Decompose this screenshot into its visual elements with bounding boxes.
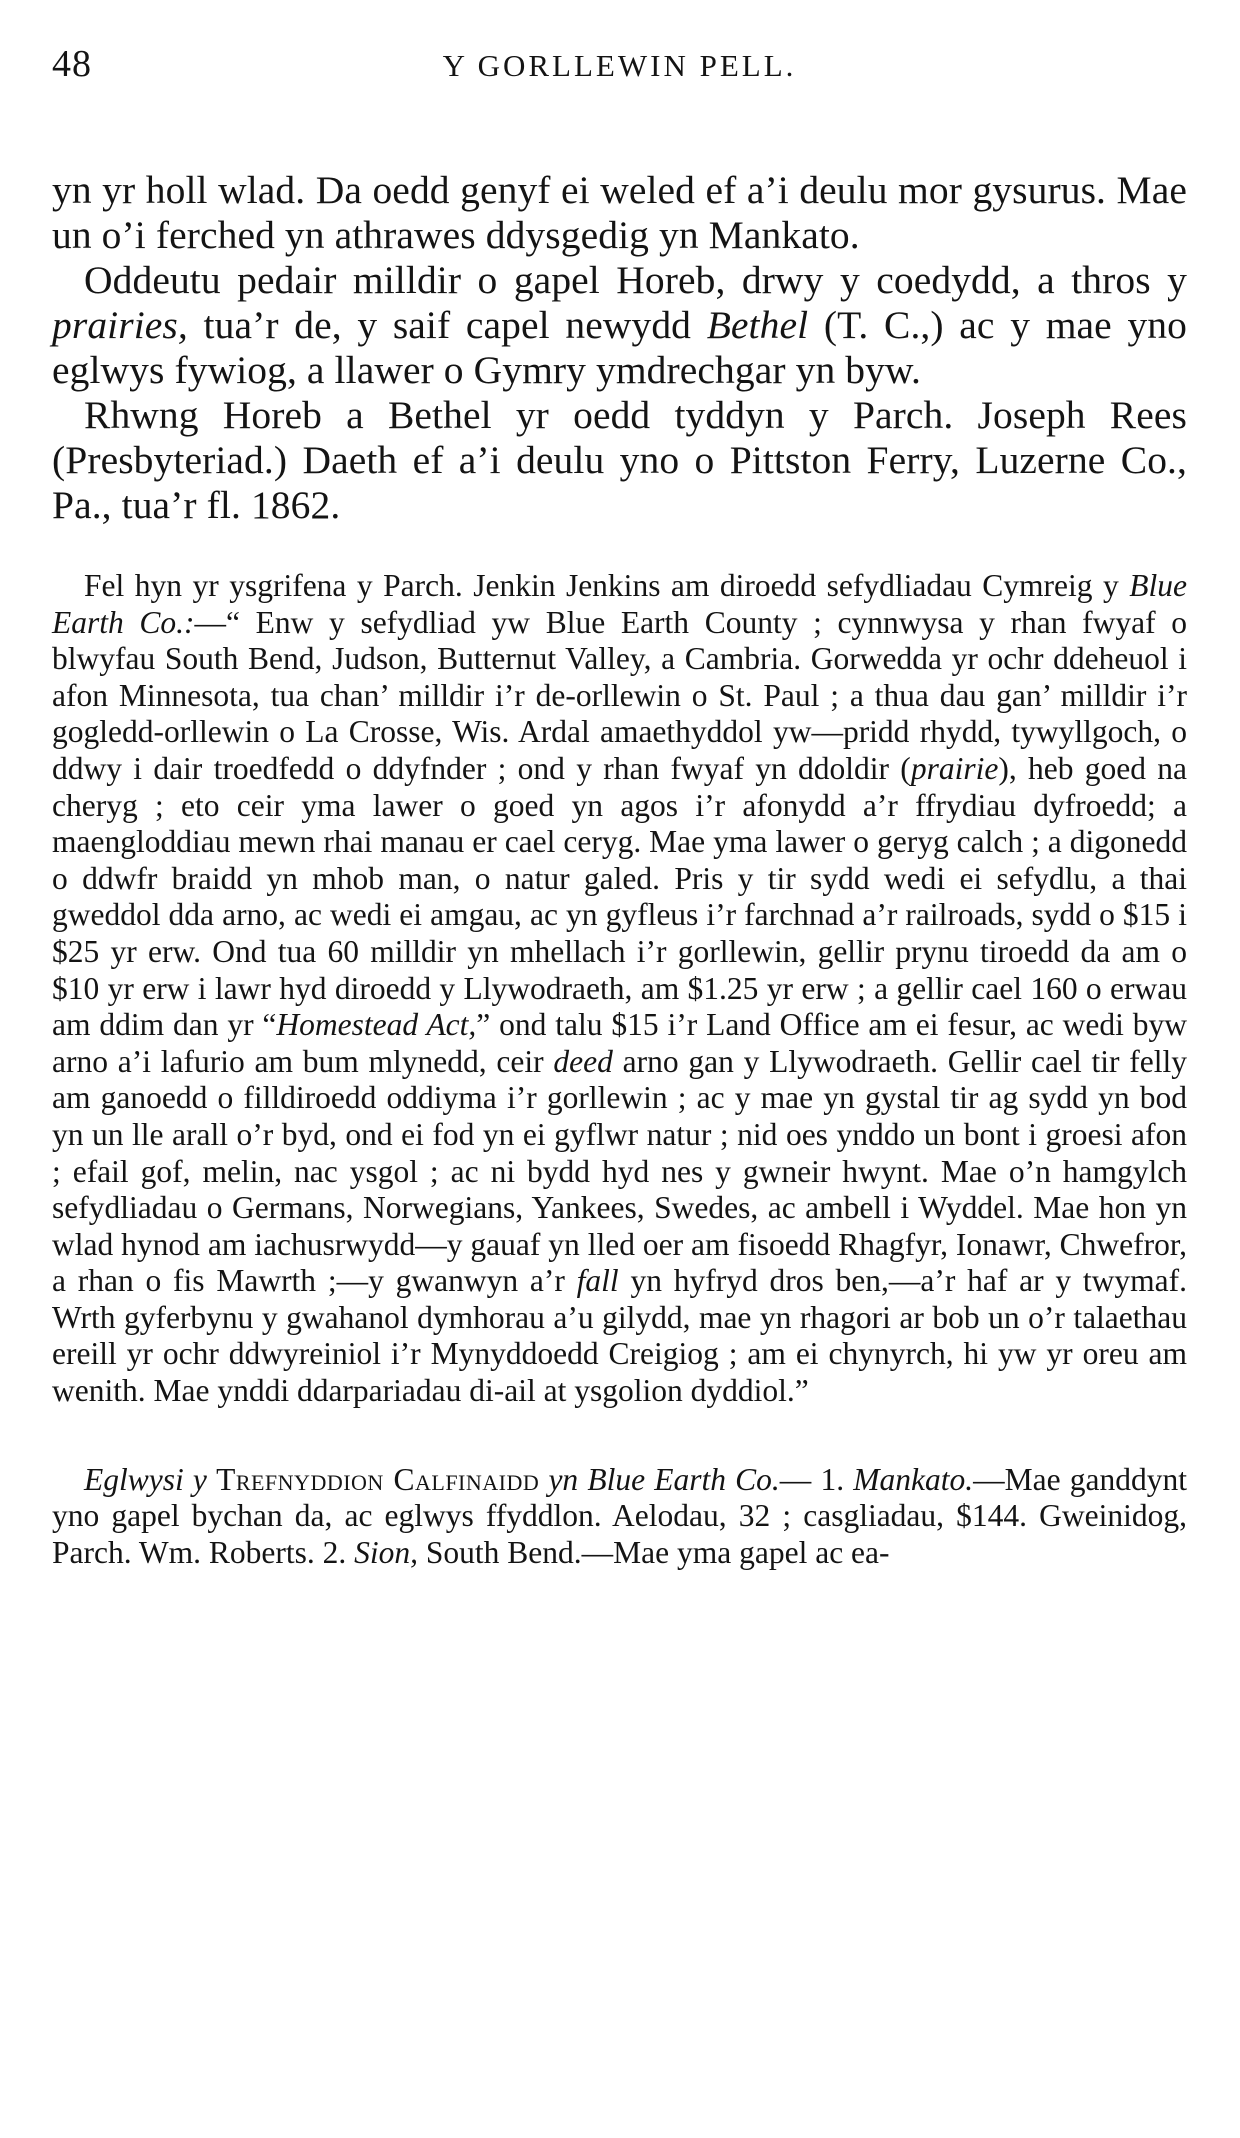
italic-fall: fall: [576, 1263, 619, 1299]
paragraph-bethel: [52, 258, 1187, 393]
italic-mankato: Mankato.: [853, 1461, 974, 1497]
smallcaps-heading: Trefnyddion Calfinaidd: [216, 1461, 540, 1497]
running-title: Y GORLLEWIN PELL.: [442, 48, 797, 83]
text-run: tua’r de, y saif capel newydd: [187, 303, 707, 347]
paragraph-family: yn yr holl wlad. Da oedd genyf ei weled ef a’i deulu mor gysurus. Mae un o’i ferched yn athrawes ddysgedig yn Mankato.: [52, 168, 1187, 257]
quote-paragraph: [52, 568, 1187, 1410]
text-run: — 1.: [779, 1461, 854, 1497]
italic-county: yn Blue Earth Co.: [548, 1461, 780, 1497]
text-run: South Bend.—Mae yma gapel ac ea-: [418, 1534, 890, 1570]
text-run: Oddeutu pedair milldir o gapel Horeb, drwy y coedydd, a thros y: [84, 258, 1187, 302]
quoted-letter: [52, 568, 1187, 1410]
text-run: ), heb goed na cheryg ; eto ceir yma lawer o goed yn agos i’r afonydd a’r ffrydiau dyfroedd; a maengloddiau mewn rhai manau er cael ceryg. Mae yma lawer o geryg calch ; a digonedd o ddwfr braidd yn mhob man, o natur galed. Pris y tir sydd wedi ei sefydlu, a thai gweddol dda arno, ac wedi ei amgau, ac yn gyfleus i’r farchnad a’r railroads, sydd o $15 i $25 yr erw. Ond tua 60 milldir yn mhellach i’r gorllewin, gellir prynu tiroedd da am o $10 yr erw i lawr hyd diroedd y Llywodraeth, am $1.25 yr erw ; a gellir cael 160 o erwau am ddim dan yr “: [52, 750, 1188, 1043]
text-run: —Mae ganddynt yno gapel bychan da, ac eglwys ffyddlon. Aelodau, 32 ; casgliadau, $144. Gweinidog, Parch. Wm. Roberts. 2.: [52, 1461, 1187, 1570]
italic-eglwysi: Eglwysi y: [84, 1461, 207, 1497]
book-page: [52, 30, 1187, 1571]
italic-prairie: prairie: [910, 750, 999, 786]
page-number: 48: [52, 43, 92, 85]
text-run: —“ Enw y sefydliad yw Blue Earth County ; cynnwysa y rhan fwyaf o blwyfau South Bend, Judson, Butternut Valley, a Cambria. Gorwedda yr ochr ddeheuol i afon Minnesota, tua chan’ milldir i’r de-orllewin o St. Paul ; a thua dau gan’ milldir i’r gogledd-orllewin o La Crosse, Wis. Ardal amaethyddol yw—pridd rhydd, tywyllgoch, o ddwy i dair troedfedd o ddyfnder ; ond y rhan fwyaf yn ddoldir (: [52, 604, 1187, 786]
main-text: [52, 168, 1187, 528]
paragraph-rees: Rhwng Horeb a Bethel yr oedd tyddyn y Parch. Joseph Rees (Presbyteriad.) Daeth ef a’i deulu yno o Pittston Ferry, Luzerne Co., Pa., tua’r fl. 1862.: [52, 393, 1187, 527]
text-run: Fel hyn yr ysgrifena y Parch. Jenkin Jenkins am diroedd sefydliadau Cymreig y: [84, 568, 1130, 603]
italic-prairies: prairies,: [52, 303, 188, 347]
churches-paragraph: [52, 1462, 1187, 1572]
italic-homestead-act: Homestead Act,: [276, 1007, 477, 1043]
text-run: yn hyfryd dros ben,—a’r haf ar y twymaf. Wrth gyferbynu y gwahanol dymhorau a’u gilydd, mae yn rhagori ar bob un o’r talaethau ereill yr ochr ddwyreiniol i’r Mynyddoedd Creigiog ; am ei chynyrch, hi yw yr oreu am wenith. Mae ynddi ddarpariadau di-ail at ysgolion dyddiol.”: [52, 1263, 1187, 1409]
churches-section: [52, 1462, 1187, 1572]
text-run: (T. C.,) ac y mae yno eglwys fywiog, a llawer o Gymry ymdrechgar yn byw.: [52, 303, 1187, 392]
italic-bethel: Bethel: [706, 303, 809, 347]
page-header: [52, 30, 1187, 90]
text-run: arno gan y Llywodraeth. Gellir cael tir felly am ganoedd o filldiroedd oddiyma i’r gorllewin ; ac y mae yn gystal tir ag sydd yn bod yn un lle arall o’r byd, ond ei fod yn ei gyflwr natur ; nid oes ynddo un bont i groesi afon ; efail gof, melin, nac ysgol ; ac ni bydd hyd nes y gwneir hwynt. Mae o’n hamgylch sefydliadau o Germans, Norwegians, Yankees, Swedes, ac ambell i Wyddel. Mae hon yn wlad hynod am iachusrwydd—y gauaf yn lled oer am fisoedd Rhagfyr, Ionawr, Chwefror, a rhan o fis Mawrth ;—y gwanwyn a’r: [52, 1043, 1187, 1299]
italic-deed: deed: [553, 1043, 613, 1079]
italic-blue-earth: Blue Earth Co.:: [52, 568, 1187, 640]
text-run: ” ond talu $15 i’r Land Office am ei fesur, ac wedi byw arno a’i lafurio am bum mlynedd, ceir: [52, 1007, 1187, 1079]
italic-sion: Sion,: [354, 1534, 419, 1570]
